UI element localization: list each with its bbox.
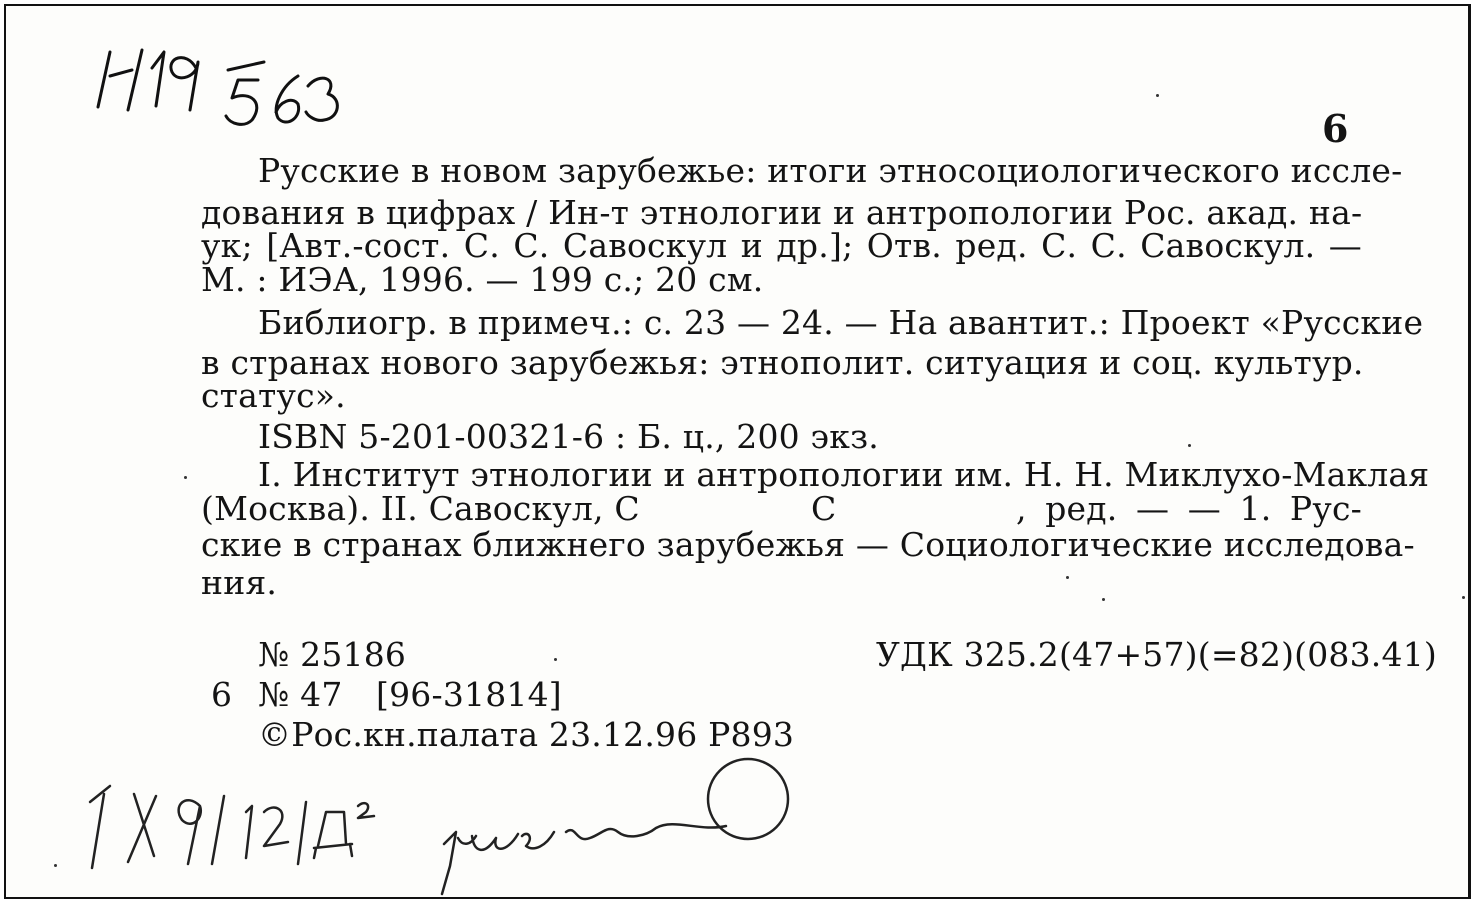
tracing-line-1: I. Институт этнологии и антропологии им. Н. Н. Миклухо-Маклая (258, 455, 1430, 494)
issue-number: 6 (211, 675, 233, 714)
description-line-1: Русские в новом зарубежье: итоги этносоциологического иссле- (258, 151, 1403, 190)
tracing-line-2a: (Москва). II. Савоскул, С (201, 489, 640, 528)
bibliography-line-3: статус». (201, 376, 346, 415)
handwritten-inventory-mark (98, 50, 337, 124)
isbn-line: ISBN 5-201-00321-6 : Б. ц., 200 экз. (258, 417, 879, 456)
description-line-2: дования в цифрах / Ин-т этнологии и антропологии Рос. акад. на- (201, 193, 1363, 232)
issue-record: № 47 (258, 675, 343, 714)
order-code: [96-31814] (376, 675, 562, 714)
tracing-line-4: ния. (201, 563, 278, 602)
record-number: № 25186 (258, 635, 407, 674)
book-chamber-line: ©Рос.кн.палата 23.12.96 Р893 (258, 715, 795, 754)
bibliography-line-1: Библиогр. в примеч.: с. 23 — 24. — На авантит.: Проект «Русские (258, 303, 1424, 342)
card-number: 6 (1322, 106, 1349, 151)
description-line-4: М. : ИЭА, 1996. — 199 с.; 20 см. (201, 260, 764, 299)
handwritten-shelfmark (90, 759, 788, 894)
description-line-3: ук; [Авт.-сост. С. С. Савоскул и др.]; Отв. ред. С. С. Савоскул. — (201, 226, 1362, 265)
udc-classification: УДК 325.2(47+57)(=82)(083.41) (876, 635, 1437, 674)
tracing-line-2b: С (811, 489, 837, 528)
catalog-card (4, 4, 1471, 899)
bibliography-line-2: в странах нового зарубежья: этнополит. ситуация и соц. культур. (201, 343, 1364, 382)
tracing-line-3: ские в странах ближнего зарубежья — Социологические исследова- (201, 525, 1415, 564)
tracing-line-2c: , ред. — — 1. Рус- (1016, 489, 1362, 528)
